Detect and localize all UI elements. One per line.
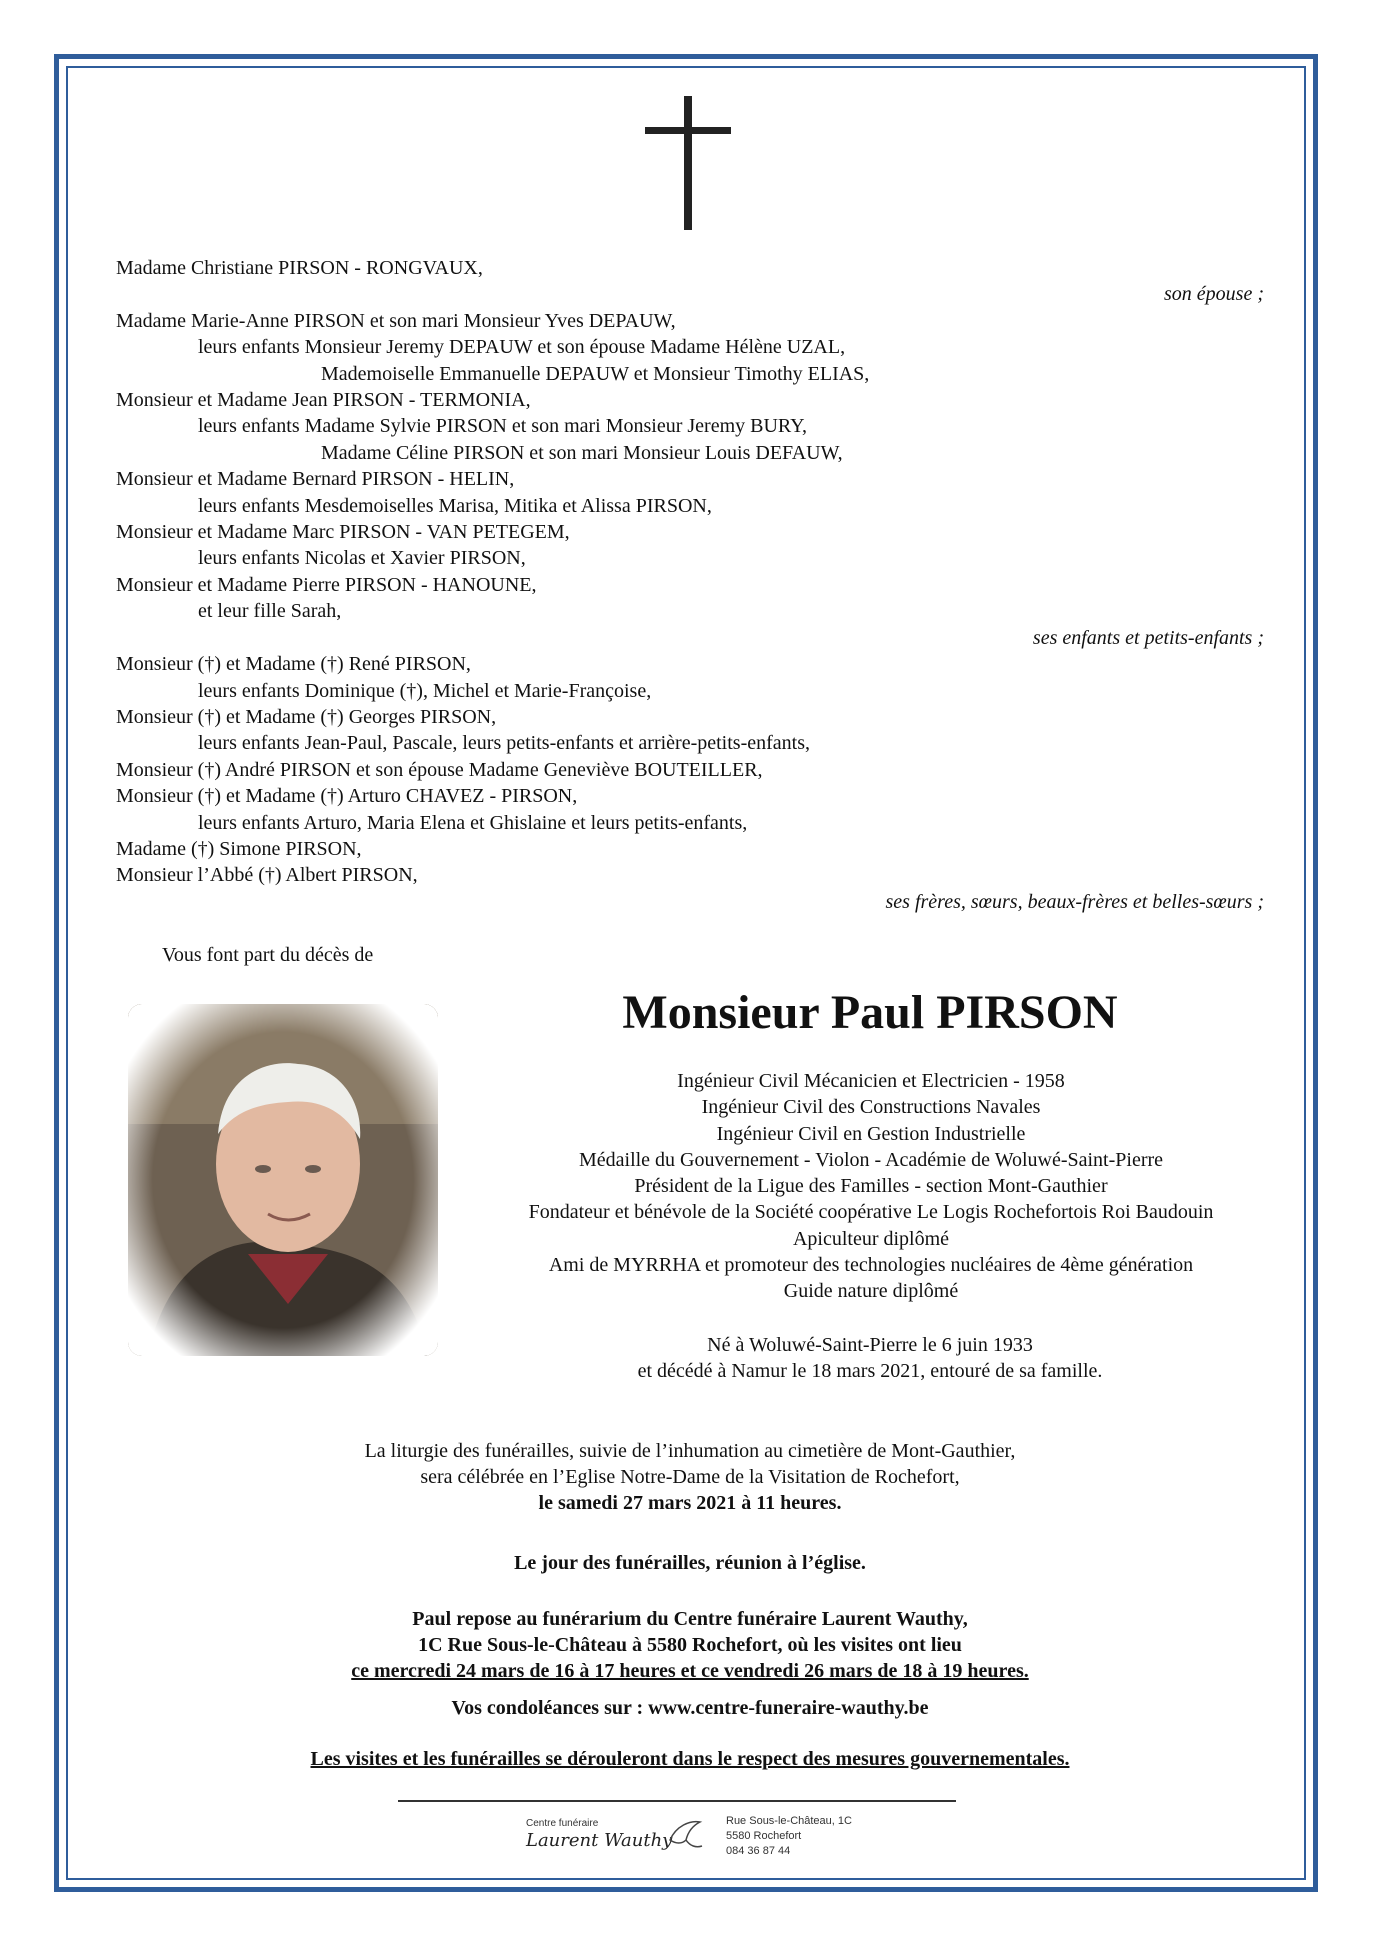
intro-text: Vous font part du décès de [162,944,374,966]
liturgy-line-1: La liturgie des funérailles, suivie de l’inhumation au cimetière de Mont-Gauthier, [364,1440,1016,1462]
measures-notice: Les visites et les funérailles se dérouleront dans le respect des mesures gouvernementales. [310,1748,1070,1770]
deceased-titles [446,1068,1296,1305]
relationship-label: ses enfants et petits-enfants ; [1032,626,1264,649]
title-line: Ingénieur Civil Mécanicien et Electricien - 1958 [677,1070,1065,1092]
repose-line-2: 1C Rue Sous-le-Château à 5580 Rochefort, où les visites ont lieu [418,1634,962,1656]
phone-number: 084 36 87 44 [726,1845,791,1857]
title-line: Président de la Ligue des Familles - section Mont-Gauthier [634,1175,1108,1198]
title-line: Ingénieur Civil des Constructions Navales [701,1096,1041,1119]
reunion-text: Le jour des funérailles, réunion à l’église. [514,1552,866,1574]
family-line: Monsieur (†) et Madame (†) Georges PIRSON, [116,705,497,728]
liturgy-date: le samedi 27 mars 2021 à 11 heures. [538,1492,842,1514]
repose-block [160,1606,1220,1684]
family-list [116,255,1264,915]
logo-name: Laurent Wauthy [526,1830,673,1851]
logo-small-text: Centre funéraire [526,1818,599,1829]
address-line-1: Rue Sous-le-Château, 1C [726,1815,852,1827]
family-line: Monsieur et Madame Jean PIRSON - TERMONIA, [116,389,531,412]
family-line: leurs enfants Nicolas et Xavier PIRSON, [198,547,526,570]
family-line: leurs enfants Jean-Paul, Pascale, leurs petits-enfants et arrière-petits-enfants, [198,732,810,755]
family-line: Mademoiselle Emmanuelle DEPAUW et Monsieur Timothy ELIAS, [321,362,870,385]
repose-line-1: Paul repose au funérarium du Centre funéraire Laurent Wauthy, [412,1608,968,1630]
family-line: leurs enfants Arturo, Maria Elena et Ghislaine et leurs petits-enfants, [198,811,748,834]
portrait-photo [128,1004,438,1356]
condolences-text: Vos condoléances sur : www.centre-funeraire-wauthy.be [451,1697,929,1719]
family-line: Monsieur et Madame Bernard PIRSON - HELIN, [116,468,515,491]
title-line: Médaille du Gouvernement - Violon - Académie de Woluwé-Saint-Pierre [578,1148,1164,1171]
logo-address [726,1814,852,1859]
birth-text: Né à Woluwé-Saint-Pierre le 6 juin 1933 [707,1334,1033,1356]
family-line: Monsieur (†) et Madame (†) Arturo CHAVEZ - PIRSON, [116,785,578,808]
family-line: leurs enfants Madame Sylvie PIRSON et son mari Monsieur Jeremy BURY, [198,415,808,438]
cross-icon [645,96,731,230]
visit-hours: ce mercredi 24 mars de 16 à 17 heures et ce vendredi 26 mars de 18 à 19 heures. [351,1660,1029,1682]
funeral-home-logo [520,1806,880,1860]
title-line: Ingénieur Civil en Gestion Industrielle [716,1122,1026,1145]
title-line: Guide nature diplômé [783,1280,959,1303]
family-line: leurs enfants Mesdemoiselles Marisa, Mitika et Alissa PIRSON, [198,494,712,517]
title-line: Apiculteur diplômé [792,1227,950,1250]
family-line: Madame Marie-Anne PIRSON et son mari Monsieur Yves DEPAUW, [116,309,676,332]
relationship-label: ses frères, sœurs, beaux-frères et belles-sœurs ; [885,890,1264,913]
family-line: leurs enfants Monsieur Jeremy DEPAUW et son épouse Madame Hélène UZAL, [198,336,846,359]
relationship-label: son épouse ; [1164,283,1264,306]
footer-divider [398,1800,956,1802]
liturgy-line-2: sera célébrée en l’Eglise Notre-Dame de la Visitation de Rochefort, [420,1466,960,1488]
death-text: et décédé à Namur le 18 mars 2021, entouré de sa famille. [637,1360,1103,1382]
family-line: Monsieur et Madame Pierre PIRSON - HANOUNE, [116,573,537,596]
title-line: Fondateur et bénévole de la Société coopérative Le Logis Rochefortois Roi Baudouin [528,1201,1214,1224]
liturgy-block [160,1438,1220,1516]
family-line: Monsieur l’Abbé (†) Albert PIRSON, [116,864,418,887]
family-line: leurs enfants Dominique (†), Michel et Marie-Françoise, [198,679,652,702]
family-line: Monsieur (†) André PIRSON et son épouse Madame Geneviève BOUTEILLER, [116,758,763,781]
family-line: Madame Christiane PIRSON - RONGVAUX, [116,257,483,279]
family-line: Monsieur (†) et Madame (†) René PIRSON, [116,653,471,676]
dove-icon [664,1810,708,1854]
family-line: et leur fille Sarah, [198,600,342,623]
title-line: Ami de MYRRHA et promoteur des technologies nucléaires de 4ème génération [548,1254,1194,1277]
deceased-name: Monsieur Paul PIRSON [622,986,1118,1039]
family-line: Monsieur et Madame Marc PIRSON - VAN PETEGEM, [116,521,570,544]
dates-block [560,1332,1180,1384]
address-line-2: 5580 Rochefort [726,1830,802,1842]
family-line: Madame Céline PIRSON et son mari Monsieur Louis DEFAUW, [321,441,843,464]
family-line: Madame (†) Simone PIRSON, [116,837,362,860]
